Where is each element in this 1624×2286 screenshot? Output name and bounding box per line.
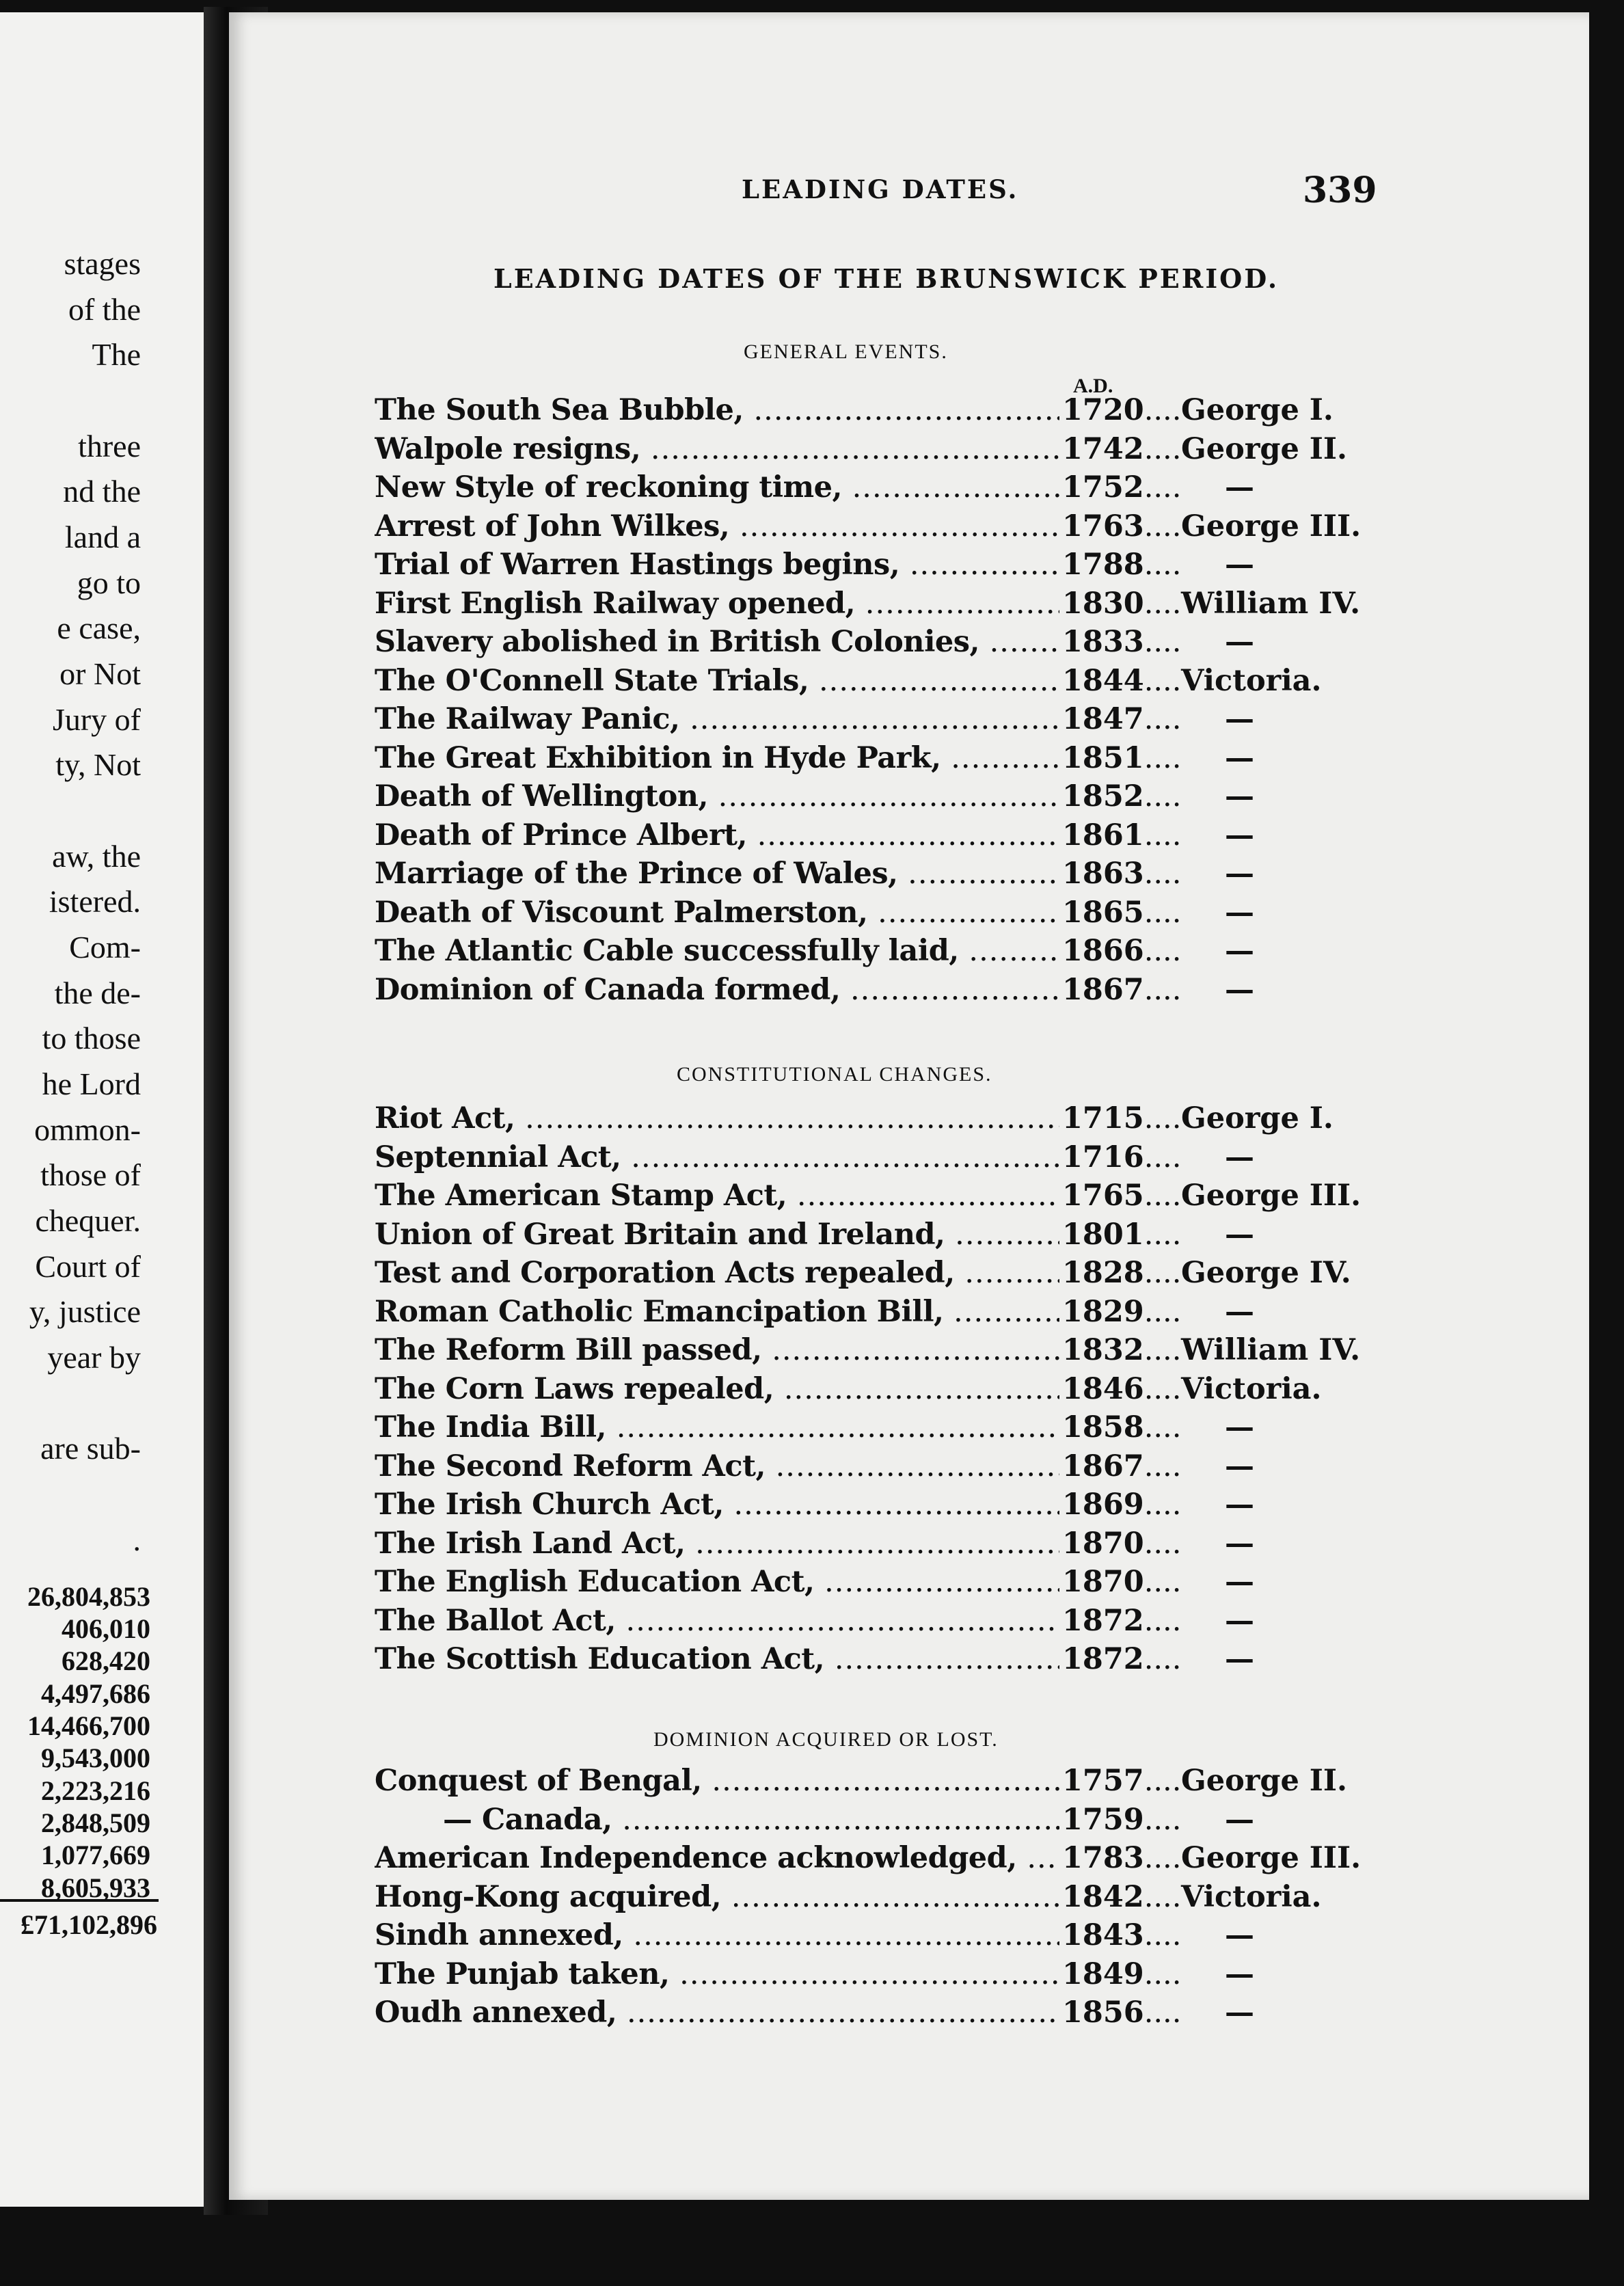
reign-ditto-mark: — (1225, 1918, 1254, 1952)
event-year-value: 1851 (1062, 740, 1144, 775)
event-year-value: 1788 (1062, 548, 1144, 582)
event-name: Septennial Act, ..... (375, 1140, 1059, 1174)
reign-name: George II. (1181, 431, 1348, 466)
section-heading-constitutional-changes: CONSTITUTIONAL CHANGES. (677, 1063, 992, 1086)
reign-ditto-mark: — (1225, 1294, 1254, 1329)
reign-ditto-mark: — (1225, 1603, 1254, 1638)
facing-page-text-fragment: to those (42, 1021, 141, 1055)
event-year-value: 1856 (1062, 1995, 1144, 2030)
page-number: 339 (1303, 170, 1377, 211)
date-entry-row (375, 664, 1372, 703)
reign-ditto-mark: — (1225, 895, 1254, 930)
facing-page-text-fragment: istered. (49, 884, 141, 919)
facing-page-figure: 1,077,669 (41, 1840, 150, 1870)
event-year-value: 1716 (1062, 1140, 1144, 1174)
reign-ditto-mark: — (1225, 740, 1254, 775)
event-year-value: 1861 (1062, 818, 1144, 852)
event-name: The Irish Church Act, ..... (375, 1488, 1059, 1522)
facing-page-figure: 26,804,853 (27, 1581, 150, 1612)
date-entry-row (375, 1880, 1372, 1919)
event-year-value: 1866 (1062, 934, 1144, 968)
event-year (1062, 1410, 1172, 1444)
event-year-value: 1715 (1062, 1101, 1144, 1135)
date-entry-row (375, 857, 1372, 896)
date-entry-row (375, 1918, 1372, 1957)
event-name: Sindh annexed, ..... (375, 1918, 1059, 1952)
event-year-value: 1759 (1062, 1802, 1144, 1837)
event-year (1062, 1256, 1172, 1290)
date-entry-row (375, 1410, 1372, 1449)
event-year (1062, 509, 1172, 543)
event-year-value: 1872 (1062, 1603, 1144, 1638)
facing-page-figure: 4,497,686 (41, 1678, 150, 1709)
reign-ditto-mark: — (1225, 1956, 1254, 1991)
date-entry-row (375, 1565, 1372, 1604)
dominion-list (375, 1764, 1372, 2034)
reign-ditto-mark: — (1225, 1410, 1254, 1444)
event-name: Test and Corporation Acts repealed, ..... (375, 1256, 1059, 1290)
event-year (1062, 1372, 1172, 1406)
facing-page-text-fragment: nd the (63, 474, 141, 509)
reign-ditto-mark: — (1225, 1565, 1254, 1599)
event-year (1062, 548, 1172, 582)
event-year (1062, 1995, 1172, 2030)
event-year (1062, 664, 1172, 698)
event-name: Roman Catholic Emancipation Bill, ..... (375, 1295, 1059, 1329)
reign-ditto-mark: — (1225, 1995, 1254, 2030)
event-name: — Canada, ..... (375, 1803, 1059, 1837)
event-year-value: 1843 (1062, 1918, 1144, 1952)
section-heading-general-events: GENERAL EVENTS. (744, 340, 948, 363)
event-name: The Scottish Education Act, ..... (375, 1642, 1059, 1676)
event-year (1062, 741, 1172, 775)
facing-page-text-fragment: Court of (35, 1249, 141, 1284)
reign-ditto-mark: — (1225, 702, 1254, 736)
event-year-value: 1870 (1062, 1565, 1144, 1599)
date-entry-row (375, 1841, 1372, 1880)
facing-page-text-fragment: ty, Not (55, 747, 141, 782)
event-name: The English Education Act, ..... (375, 1565, 1059, 1599)
event-year-value: 1858 (1062, 1410, 1144, 1444)
event-year-value: 1849 (1062, 1956, 1144, 1991)
event-name: Trial of Warren Hastings begins, ..... (375, 548, 1059, 582)
event-year (1062, 857, 1172, 891)
event-year (1062, 1295, 1172, 1329)
date-entry-row (375, 741, 1372, 780)
reign-ditto-mark: — (1225, 1642, 1254, 1676)
event-year (1062, 1764, 1172, 1798)
date-entry-row (375, 470, 1372, 509)
event-name: Death of Wellington, ..... (375, 779, 1059, 813)
facing-page-text-fragment: he Lord (42, 1066, 141, 1101)
reign-ditto-mark: — (1225, 818, 1254, 852)
event-year (1062, 818, 1172, 852)
event-year (1062, 1179, 1172, 1213)
event-year-value: 1801 (1062, 1217, 1144, 1252)
sum-rule (0, 1899, 159, 1902)
facing-page-text-fragment: or Not (59, 656, 141, 691)
section-heading-dominion: DOMINION ACQUIRED OR LOST. (653, 1728, 999, 1751)
reign-ditto-mark: — (1225, 1488, 1254, 1522)
event-name: Dominion of Canada formed, ..... (375, 973, 1059, 1007)
event-name: The Irish Land Act, ..... (375, 1527, 1059, 1561)
event-year (1062, 1642, 1172, 1676)
date-entry-row (375, 1140, 1372, 1179)
date-entry-row (375, 1957, 1372, 1996)
page-title: LEADING DATES OF THE BRUNSWICK PERIOD. (493, 263, 1280, 294)
date-entry-row (375, 1333, 1372, 1372)
event-year (1062, 896, 1172, 930)
event-name: First English Railway opened, ..... (375, 587, 1059, 621)
anno-domini-label: A.D. (1073, 375, 1113, 397)
facing-page-text-fragment: are sub- (40, 1431, 141, 1466)
event-name: Marriage of the Prince of Wales, ..... (375, 857, 1059, 891)
event-name: The O'Connell State Trials, ..... (375, 664, 1059, 698)
event-name: The India Bill, ..... (375, 1410, 1059, 1444)
event-name: Oudh annexed, ..... (375, 1995, 1059, 2030)
date-entry-row (375, 779, 1372, 818)
reign-name: George III. (1181, 1841, 1362, 1875)
facing-page-text-fragment: three (78, 429, 141, 463)
date-entry-row (375, 1218, 1372, 1256)
event-name: Walpole resigns, ..... (375, 432, 1059, 466)
event-year-value: 1869 (1062, 1488, 1144, 1522)
event-name: The Railway Panic, ..... (375, 702, 1059, 736)
event-name: Arrest of John Wilkes, ..... (375, 509, 1059, 543)
event-year-value: 1783 (1062, 1841, 1144, 1875)
date-entry-row (375, 1642, 1372, 1681)
event-year (1062, 1140, 1172, 1174)
date-entry-row (375, 1179, 1372, 1218)
event-year (1062, 587, 1172, 621)
facing-page-figure: 628,420 (62, 1645, 150, 1676)
event-name: The Second Reform Act, ..... (375, 1449, 1059, 1483)
event-name: The Reform Bill passed, ..... (375, 1333, 1059, 1367)
reign-name: Victoria. (1181, 663, 1322, 698)
event-year-value: 1846 (1062, 1371, 1144, 1406)
date-entry-row (375, 1449, 1372, 1488)
event-year (1062, 1333, 1172, 1367)
event-year (1062, 934, 1172, 968)
reign-ditto-mark: — (1225, 1140, 1254, 1174)
event-year-value: 1742 (1062, 431, 1144, 466)
event-year-value: 1867 (1062, 1449, 1144, 1483)
event-year-value: 1720 (1062, 393, 1144, 427)
facing-page-total: £71,102,896 (21, 1909, 157, 1940)
date-entry-row (375, 1527, 1372, 1565)
event-year-value: 1765 (1062, 1179, 1144, 1213)
event-year (1062, 393, 1172, 427)
facing-page-text-fragment: stages (64, 246, 141, 281)
reign-ditto-mark: — (1225, 1802, 1254, 1837)
reign-name: William IV. (1181, 1333, 1361, 1367)
date-entry-row (375, 625, 1372, 664)
event-name: The Atlantic Cable successfully laid, ..... (375, 934, 1059, 968)
event-year-value: 1867 (1062, 972, 1144, 1007)
facing-page-text-fragment: go to (77, 565, 141, 600)
event-year (1062, 432, 1172, 466)
facing-page-text-fragment: e case, (57, 610, 141, 645)
event-year (1062, 1218, 1172, 1252)
event-year (1062, 1449, 1172, 1483)
date-entry-row (375, 934, 1372, 973)
event-name: The South Sea Bubble, ..... (375, 393, 1059, 427)
facing-page-text-fragment: ommon- (34, 1112, 141, 1147)
event-year-value: 1763 (1062, 509, 1144, 543)
reign-name: George I. (1181, 393, 1334, 427)
date-entry-row (375, 1295, 1372, 1334)
facing-page-figure: 2,223,216 (41, 1775, 150, 1806)
event-name: Death of Prince Albert, ..... (375, 818, 1059, 852)
date-entry-row (375, 973, 1372, 1012)
date-entry-row (375, 1256, 1372, 1295)
reign-ditto-mark: — (1225, 857, 1254, 891)
facing-page-figure: 2,848,509 (41, 1807, 150, 1838)
facing-page-text-fragment: y, justice (29, 1294, 141, 1329)
event-name: American Independence acknowledged, ..... (375, 1841, 1059, 1875)
facing-page-text-fragment: . (133, 1522, 141, 1557)
event-year (1062, 1918, 1172, 1952)
running-head: LEADING DATES. (742, 174, 1019, 204)
date-entry-row (375, 1372, 1372, 1411)
event-name: Slavery abolished in British Colonies, ..... (375, 625, 1059, 659)
facing-page-text-fragment: aw, the (52, 839, 141, 874)
reign-ditto-mark: — (1225, 779, 1254, 813)
reign-name: George I. (1181, 1101, 1334, 1135)
reign-name: Victoria. (1181, 1879, 1322, 1914)
date-entry-row (375, 432, 1372, 471)
general-events-list (375, 393, 1372, 1011)
reign-name: George IV. (1181, 1256, 1351, 1290)
event-name: Hong-Kong acquired, ..... (375, 1880, 1059, 1914)
date-entry-row (375, 818, 1372, 857)
event-year-value: 1852 (1062, 779, 1144, 813)
event-year-value: 1842 (1062, 1879, 1144, 1914)
event-year (1062, 625, 1172, 659)
reign-ditto-mark: — (1225, 1217, 1254, 1252)
event-year-value: 1832 (1062, 1333, 1144, 1367)
event-year-value: 1828 (1062, 1256, 1144, 1290)
date-entry-row (375, 509, 1372, 548)
event-year (1062, 1841, 1172, 1875)
event-name: Conquest of Bengal, ..... (375, 1764, 1059, 1798)
facing-page-figure: 9,543,000 (41, 1743, 150, 1773)
event-year (1062, 1565, 1172, 1599)
date-entry-row (375, 702, 1372, 741)
facing-page-text-fragment: Com- (69, 930, 141, 965)
event-name: The Punjab taken, ..... (375, 1957, 1059, 1991)
reign-name: George III. (1181, 509, 1362, 543)
date-entry-row (375, 548, 1372, 587)
facing-page-text-fragment: of the (68, 292, 141, 327)
date-entry-row (375, 393, 1372, 432)
date-entry-row (375, 896, 1372, 934)
event-year (1062, 1957, 1172, 1991)
event-year-value: 1863 (1062, 857, 1144, 891)
event-name: New Style of reckoning time, ..... (375, 470, 1059, 505)
event-year-value: 1829 (1062, 1294, 1144, 1329)
event-year (1062, 1604, 1172, 1638)
event-name: The Great Exhibition in Hyde Park, ..... (375, 741, 1059, 775)
event-year (1062, 1488, 1172, 1522)
event-year (1062, 1527, 1172, 1561)
facing-page-text-fragment: the de- (54, 976, 141, 1010)
event-name: The Corn Laws repealed, ..... (375, 1372, 1059, 1406)
date-entry-row (375, 587, 1372, 626)
event-name: Union of Great Britain and Ireland, ..... (375, 1218, 1059, 1252)
date-entry-row (375, 1803, 1372, 1842)
constitutional-changes-list (375, 1101, 1372, 1681)
facing-page-figure: 14,466,700 (27, 1710, 150, 1741)
reign-name: Victoria. (1181, 1371, 1322, 1406)
reign-ditto-mark: — (1225, 972, 1254, 1007)
facing-page-text-fragment: Jury of (52, 702, 141, 737)
event-year-value: 1757 (1062, 1764, 1144, 1798)
facing-page-text-fragment: land a (64, 520, 141, 554)
event-name: Death of Viscount Palmerston, ..... (375, 896, 1059, 930)
facing-page-text-fragment: The (92, 337, 141, 372)
date-entry-row (375, 1764, 1372, 1803)
event-name: Riot Act, ..... (375, 1101, 1059, 1135)
reign-ditto-mark: — (1225, 470, 1254, 505)
reign-ditto-mark: — (1225, 934, 1254, 968)
event-year-value: 1872 (1062, 1642, 1144, 1676)
reign-ditto-mark: — (1225, 1449, 1254, 1483)
facing-page-left (0, 12, 204, 2207)
event-year (1062, 1880, 1172, 1914)
date-entry-row (375, 1604, 1372, 1643)
event-year (1062, 702, 1172, 736)
facing-page-figure: 406,010 (62, 1613, 150, 1644)
reign-name: George II. (1181, 1764, 1348, 1798)
date-entry-row (375, 1995, 1372, 2034)
event-year-value: 1870 (1062, 1526, 1144, 1561)
facing-page-text-fragment: those of (40, 1157, 141, 1192)
event-name: The American Stamp Act, ..... (375, 1179, 1059, 1213)
event-year (1062, 973, 1172, 1007)
event-year-value: 1830 (1062, 586, 1144, 621)
event-year (1062, 470, 1172, 505)
event-year-value: 1752 (1062, 470, 1144, 505)
date-entry-row (375, 1488, 1372, 1527)
facing-page-text-fragment: chequer. (35, 1203, 141, 1238)
event-year-value: 1833 (1062, 625, 1144, 659)
reign-name: George III. (1181, 1179, 1362, 1213)
event-year-value: 1847 (1062, 702, 1144, 736)
date-entry-row (375, 1101, 1372, 1140)
event-year-value: 1844 (1062, 663, 1144, 698)
reign-ditto-mark: — (1225, 625, 1254, 659)
reign-ditto-mark: — (1225, 1526, 1254, 1561)
reign-name: William IV. (1181, 586, 1361, 621)
facing-page-figure: 8,605,933 (41, 1872, 150, 1903)
event-year (1062, 1803, 1172, 1837)
event-name: The Ballot Act, ..... (375, 1604, 1059, 1638)
event-year-value: 1865 (1062, 895, 1144, 930)
reign-ditto-mark: — (1225, 548, 1254, 582)
facing-page-text-fragment: year by (47, 1340, 141, 1375)
event-year (1062, 779, 1172, 813)
event-year (1062, 1101, 1172, 1135)
